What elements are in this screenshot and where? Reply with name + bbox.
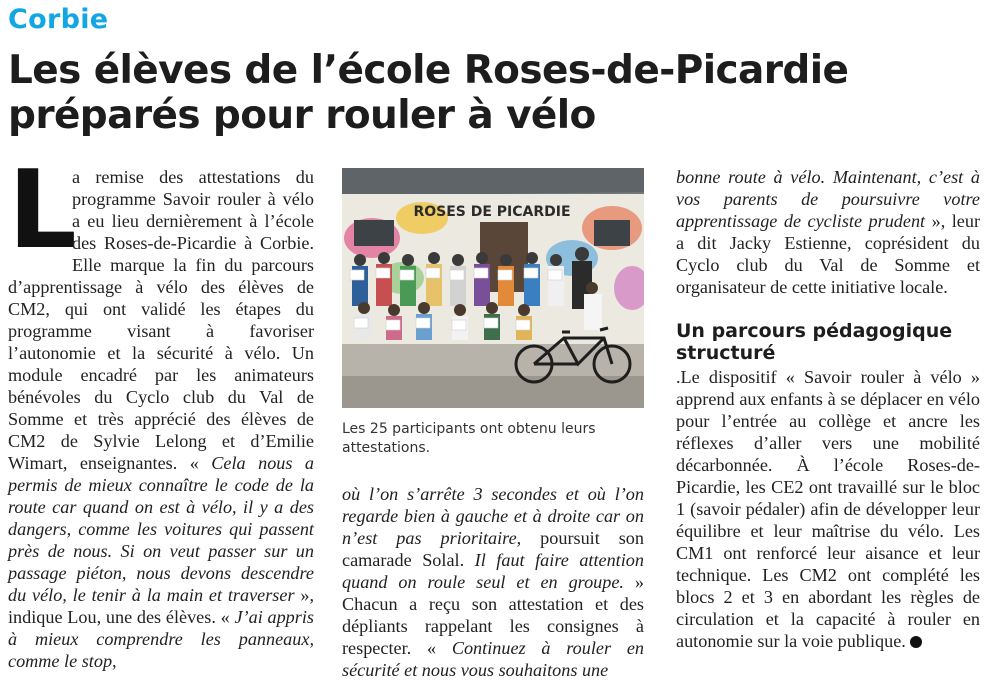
attribution-jacky: », leur a dit Jacky Estienne, coprésident du Cyclo club du Val de Somme et organisateur de cette initiative locale. — [676, 211, 980, 297]
attribution-lou: », indique Lou, une des élèves. « — [8, 585, 314, 627]
quote-jacky-start: Continuez à rouler en sécurité et nous vous souhaitons une — [342, 638, 644, 680]
quote-group: Il faut faire attention quand on roule seul et en groupe. — [342, 550, 644, 592]
program-text: .Le dispositif « Savoir rouler à vélo » apprend aux enfants à se déplacer en vélo pour l’entrée au collège et ancre les réflexes d’aller vers une mobilité décarbonnée. À l’école Roses-de-Picardie, les CE2 ont travaillé sur le bloc 1 (savoir pédaler) afin de développer leur équilibre et leur maîtrise du vélo. Les CM1 ont renforcé leur aisance et leur technique. Les CM2 ont complété les blocs 2 et 3 en abordant les règles de circulation et la capacité à rouler en autonomie sur la voie publique. — [676, 367, 980, 651]
quote-lou: Cela nous a permis de mieux connaître le code de la route car quand on est à vélo, il y a des dangers, comme les voitures qui passent près de nous. Si on veut passer sur un passage piéton, nous devons descendre du vélo, le tenir à la main et traverser — [8, 453, 314, 605]
paragraph-col3-top — [676, 166, 980, 298]
end-of-article-mark — [910, 636, 922, 648]
quote-jacky: bonne route à vélo. Maintenant, c’est à vos parents de poursuivre votre apprentissage de cycliste prudent — [676, 167, 980, 231]
section-label: Corbie — [8, 4, 109, 35]
article-column-2 — [342, 483, 644, 681]
paragraph-col2 — [342, 483, 644, 681]
paragraph-intro — [8, 148, 314, 672]
article-photo — [342, 168, 644, 408]
photo-caption: Les 25 participants ont obtenu leurs attestations. — [342, 421, 596, 456]
article-column-1 — [8, 148, 314, 672]
subheading: Un parcours pédagogique structuré — [676, 320, 953, 364]
intro-text: a remise des attestations du programme Savoir rouler à vélo a eu lieu dernièrement à l’école des Roses-de-Picardie à Corbie. Elle marque la fin du parcours d’apprentissage à vélo des élèves de CM2, qui ont validé les étapes du programme visant à favoriser l’autonomie et la sécurité à vélo. Un module encadré par les animateurs bénévoles du Cyclo club du Val de Somme et très apprécié des élèves de CM2 de Sylvie Lelong et d’Emilie Wimart, enseignantes. « — [8, 167, 314, 473]
article-column-3 — [676, 166, 980, 652]
quote-solal-start: J’ai appris à mieux comprendre les panneaux, comme le stop, — [8, 607, 314, 671]
headline — [8, 48, 988, 138]
attribution-solal: , poursuit son camarade Solal. — [342, 528, 644, 570]
drop-cap: L — [8, 148, 75, 273]
headline-line-1: Les élèves de l’école Roses-de-Picardie — [8, 48, 849, 93]
attestation-text: » Chacun a reçu son attestation et des dépliants rappelant les consignes à respecter. « — [342, 572, 645, 658]
quote-solal: où l’on s’arrête 3 secondes et où l’on regarde bien à gauche et à droite car on n’est pas prioritaire — [342, 484, 644, 548]
headline-line-2: préparés pour rouler à vélo — [8, 93, 596, 138]
mural-text: ROSES DE PICARDIE — [413, 204, 571, 220]
paragraph-program — [676, 366, 980, 652]
group-photo-illustration — [342, 168, 644, 408]
